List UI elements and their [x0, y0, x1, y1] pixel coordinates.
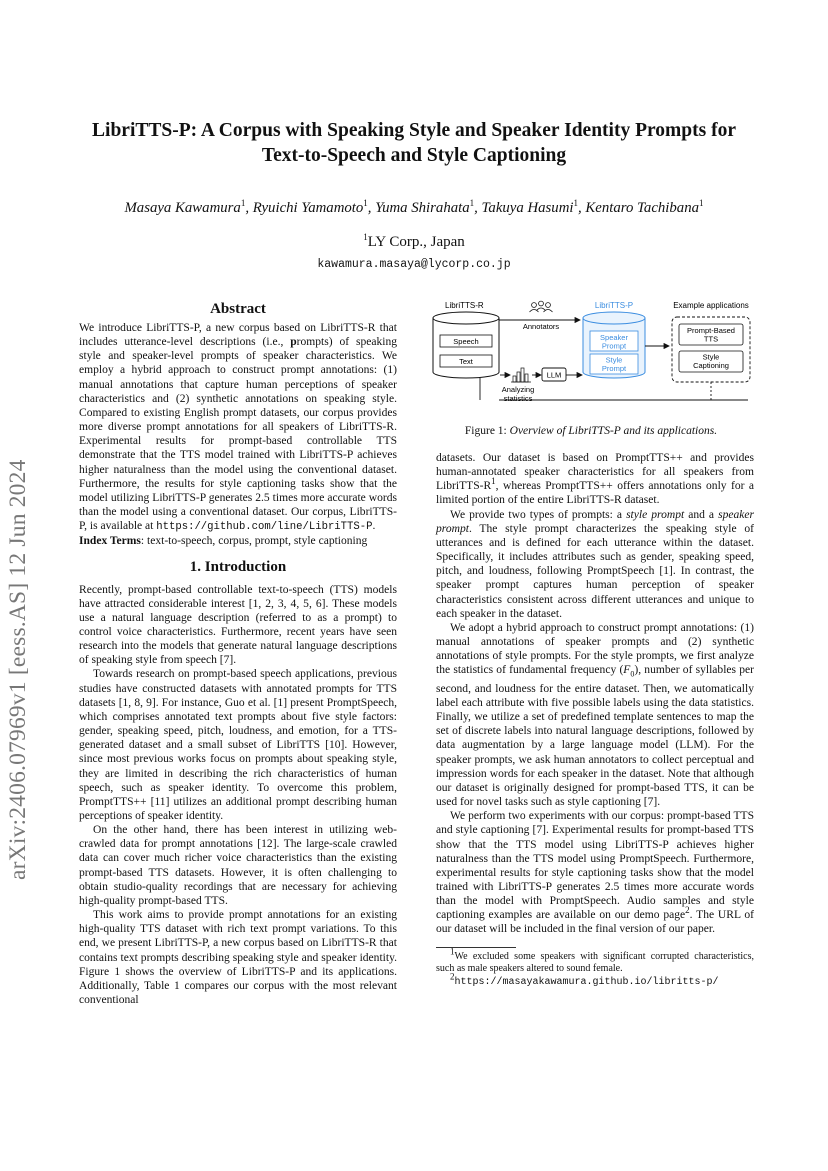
llm-label: LLM — [546, 370, 562, 380]
body-paragraph: We adopt a hybrid approach to construct prompt annotations: (1) manual annotations of speaker prompts and (2) synthetic annotations of style prompts. For the style prompts, we first analyze the statistics of fundamental frequency $(F_0)$, number of syllables per second, and loudness for the entire dataset. Then, we automatically label each attribute with five possible labels using the data statistics. Finally, we utilize a set of predefined template sentences to map the set of discrete labels into natural language descriptions, followed by data augmentation by a large language model (LLM). For the speaker prompts, we ask human annotators to collect perceptual and impression words for each speaker in the dataset. Note that although our dataset is originally designed for prompt-based TTS, it can be used for novel tasks such as style captioning [7]. — [436, 621, 754, 809]
body-paragraph: We provide two types of prompts: a style prompt and a speaker prompt. The style prompt characterizes the speaking style of utterances and is defined for each utterance within the dataset. Specifically, it includes attributes such as gender, speaking speed, pitch, and loudness, following PromptSpeech [1]. In contrast, the speaker prompt captures human perception of speaker characteristics consistent across different utterances and unique to each speaker in the dataset. — [436, 508, 754, 620]
annotators-label: Annotators — [522, 322, 560, 331]
author-email[interactable]: kawamura.masaya@lycorp.co.jp — [317, 258, 511, 271]
analyzing-statistics-icon — [511, 368, 531, 382]
libritts-r-label: LibriTTS-R — [445, 301, 484, 310]
speaker-prompt-label-line-1: Speaker — [600, 333, 628, 342]
analyzing-label-line-1: Analyzing — [501, 385, 535, 394]
left-column — [79, 300, 397, 1007]
annotators-icon — [530, 301, 553, 312]
example-applications-label: Example applications — [673, 301, 749, 310]
affiliation: $^1$LY Corp., Japan — [363, 232, 465, 250]
section-heading-introduction: 1. Introduction — [189, 558, 287, 575]
body-paragraph: We perform two experiments with our corpus: prompt-based TTS and style captioning [7]. Experimental results for prompt-based TTS show that the TTS model using LibriTTS-P achieves higher naturalness than the TTS model using PromptSpeech. Furthermore, experimental results for style captioning tasks show that the model trained with LibriTTS-P generates 2.5 times more accurate words than the model with PromptSpeech. Audio samples and style captioning examples are available on our demo page$^2$. The URL of our dataset will be included in the final version of our paper. — [436, 810, 754, 936]
style-prompt-label-line-2: Prompt — [601, 364, 627, 373]
footnote-2: 2https://masayakawamura.github.io/libritts-p/ — [450, 971, 719, 988]
footnote-1: 1We excluded some speakers with significant corrupted characteristics, such as male speakers altered to sound female. — [436, 946, 754, 975]
text-label: Text — [459, 357, 473, 366]
figure-1-caption: Figure 1: Overview of LibriTTS-P and its applications. — [464, 425, 718, 437]
style-captioning-label-line-2: Captioning — [693, 361, 729, 370]
style-captioning-label-line-1: Style — [702, 352, 720, 362]
author-name: Yuma Shirahata — [375, 200, 470, 216]
analyzing-label-line-2: statistics — [503, 394, 533, 403]
footnote-divider — [436, 947, 516, 948]
author-name: Masaya Kawamura — [124, 200, 241, 216]
intro-paragraph: On the other hand, there has been interest in utilizing web-crawled data for prompt annotations [12]. The large-scale crawled data can cover much richer voice characteristics than the existing prompt-based TTS datasets. However, it is often challenging to obtain studio-quality recordings that are necessary for achieving high-quality prompt-based TTS. — [79, 824, 397, 907]
author-name: Kentaro Tachibana — [585, 200, 699, 216]
prompt-based-tts-label-line-1: Prompt-Based — [687, 326, 735, 335]
author-name: Takuya Hasumi — [481, 200, 574, 216]
repository-link[interactable]: https://github.com/line/LibriTTS-P — [156, 521, 373, 534]
speech-label: Speech — [453, 337, 479, 346]
author-list: Masaya Kawamura$^1$, Ryuichi Yamamoto$^1$, Yuma Shirahata$^1$, Takuya Hasumi$^1$, Kentaro Tachibana$^1$ — [124, 198, 704, 216]
paper-title — [0, 118, 828, 168]
body-paragraph: datasets. Our dataset is based on PromptTTS++ and provides human-annotated speaker characteristics for all speakers from LibriTTS-$R^1$, whereas PromptTTS++ offers annotations only for a limited portion of the entire LibriTTS-R dataset. — [436, 452, 754, 507]
prompt-based-tts-label-line-2: TTS — [703, 334, 719, 344]
demo-page-link[interactable]: https://masayakawamura.github.io/libritts-p/ — [454, 976, 719, 988]
intro-paragraph: Towards research on prompt-based speech applications, previous studies have constructed datasets with annotated prompts for TTS datasets [1, 8, 9]. For instance, Guo et al. [1] present PromptSpeech, which comprises annotated text prompts about five style factors: gender, speaking speed, pitch, loudness, and emotion, for a TTS-generated dataset and a small subset of LibriTTS [10]. However, since most previous works focus on prompts about speaking style, they are limited in describing the rich characteristics of human speech, such as speaker identity. To overcome this problem, PromptTTS++ [11] utilizes an additional prompt describing human perceptions of speaker identity. — [79, 668, 397, 822]
right-column — [436, 451, 754, 989]
figure-1-overview-diagram — [428, 296, 754, 412]
abstract-body: We introduce LibriTTS-P, a new corpus based on LibriTTS-R that includes utterance-level descriptions (i.e., prompts) of speaking style and speaker-level prompts of speaker characteristics. We employ a hybrid approach to construct prompt annotations: (1) manual annotations that capture human perceptions of speaker characteristics and (2) synthetic annotations on speaking style. Compared to existing English prompt datasets, our corpus provides more diverse prompt annotations for all speakers of LibriTTS-R. Experimental results for prompt-based controllable TTS demonstrate that the TTS model trained with LibriTTS-P achieves higher naturalness than the model using the conventional dataset. Furthermore, the results for style captioning tasks show that the model utilizing LibriTTS-P generates 2.5 times more accurate words than the model using a conventional dataset. Our corpus, LibriTTS-P, is available at https://github.com/line/LibriTTS-P. — [79, 322, 397, 534]
style-prompt-label-line-1: Style — [605, 355, 623, 365]
abstract-heading: Abstract — [210, 301, 266, 317]
intro-paragraph: This work aims to provide prompt annotations for an existing high-quality TTS dataset with rich text prompt variations. To this end, we present LibriTTS-P, a new corpus based on LibriTTS-R that contains text prompts describing speaking style and speaker identity. Figure 1 shows the overview of LibriTTS-P and its applications. Additionally, Table 1 compares our corpus with the most relevant conventional — [79, 909, 397, 1007]
intro-paragraph: Recently, prompt-based controllable text-to-speech (TTS) models have attracted considerable interest [1, 2, 3, 4, 5, 6]. These models use a natural language description (referred to as a prompt) to control voice characteristics. Furthermore, recent years have seen research into the models that generate natural language descriptions of speaking style from speech [7]. — [79, 583, 397, 667]
libritts-p-label: LibriTTS-P — [594, 301, 634, 310]
arxiv-identifier: arXiv:2406.07969v1 [eess.AS] 12 Jun 2024 — [5, 459, 31, 880]
title-line-1: LibriTTS-P: A Corpus with Speaking Style and Speaker Identity Prompts for — [92, 120, 736, 141]
index-terms: Index Terms: text-to-speech, corpus, prompt, style captioning — [79, 535, 368, 548]
author-name: Ryuichi Yamamoto — [252, 200, 364, 216]
speaker-prompt-label-line-2: Prompt — [601, 341, 627, 351]
title-line-2: Text-to-Speech and Style Captioning — [261, 145, 567, 166]
